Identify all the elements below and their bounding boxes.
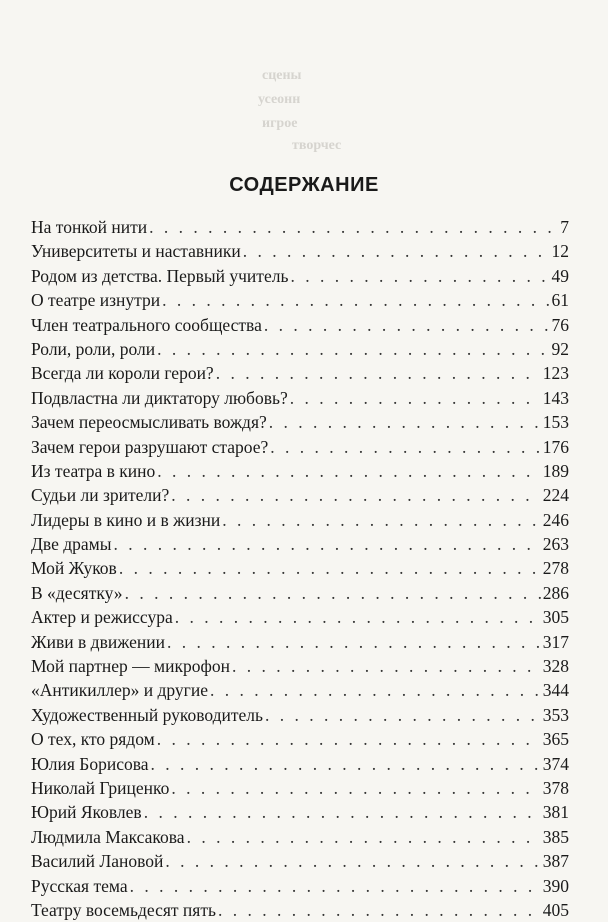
toc-entry-page: 76 (551, 314, 569, 335)
toc-entry (31, 361, 569, 385)
toc-entry-title: О театре изнутри (31, 290, 161, 311)
toc-entry-title: Судьи ли зрители? (31, 485, 170, 506)
toc-entry-title: Русская тема (31, 875, 128, 896)
toc-entry-page: 143 (542, 387, 569, 408)
toc-entry-page: 353 (542, 704, 569, 725)
toc-entry-page: 246 (542, 509, 569, 530)
toc-entry-page: 381 (542, 802, 569, 823)
show-through-text: творчес (292, 138, 342, 153)
toc-entry-page: 385 (542, 826, 569, 847)
dot-leader (157, 459, 541, 483)
dot-leader (165, 849, 540, 873)
dot-leader (144, 800, 541, 824)
dot-leader (167, 630, 541, 654)
dot-leader (232, 654, 541, 678)
toc-entry-page: 176 (542, 436, 569, 457)
toc-entry-page: 317 (542, 631, 569, 652)
toc-entry-page: 378 (542, 777, 569, 798)
toc-entry-title: Николай Гриценко (31, 777, 170, 798)
toc-entry (31, 752, 569, 776)
toc-entry (31, 313, 569, 337)
toc-entry (31, 800, 569, 824)
toc-entry (31, 556, 569, 580)
toc-entry-page: 405 (542, 899, 569, 920)
table-of-contents (31, 215, 569, 922)
toc-entry-page: 49 (551, 265, 569, 286)
dot-leader (222, 508, 540, 532)
toc-entry-page: 387 (542, 851, 569, 872)
toc-entry-title: Две драмы (31, 534, 112, 555)
dot-leader (243, 239, 550, 263)
toc-entry (31, 239, 569, 263)
toc-entry (31, 483, 569, 507)
dot-leader (151, 752, 541, 776)
toc-entry-title: Зачем переосмысливать вождя? (31, 412, 267, 433)
toc-entry-page: 263 (542, 534, 569, 555)
page-title: СОДЕРЖАНИЕ (229, 174, 379, 196)
toc-entry (31, 703, 569, 727)
toc-entry-title: Василий Лановой (31, 851, 164, 872)
toc-entry (31, 386, 569, 410)
toc-entry (31, 410, 569, 434)
toc-entry (31, 849, 569, 873)
dot-leader (157, 337, 549, 361)
toc-entry-page: 7 (560, 217, 569, 237)
toc-entry-title: Юлия Борисова (31, 753, 149, 774)
toc-entry-title: Подвластна ли диктатору любовь? (31, 387, 288, 408)
dot-leader (149, 215, 558, 239)
toc-entry-page: 153 (542, 412, 569, 433)
dot-leader (171, 483, 540, 507)
dot-leader (114, 532, 541, 556)
show-through-text: сцены (262, 68, 302, 83)
toc-entry (31, 776, 569, 800)
toc-entry (31, 581, 569, 605)
dot-leader (162, 288, 549, 312)
dot-leader (265, 703, 541, 727)
toc-entry-page: 374 (542, 753, 569, 774)
dot-leader (210, 678, 541, 702)
dot-leader (270, 435, 540, 459)
toc-entry (31, 288, 569, 312)
toc-entry-title: Из театра в кино (31, 460, 156, 481)
toc-entry-title: Университеты и наставники (31, 241, 241, 262)
toc-entry (31, 825, 569, 849)
toc-entry (31, 337, 569, 361)
toc-entry (31, 727, 569, 751)
toc-entry-title: Мой Жуков (31, 558, 117, 579)
toc-entry-title: О тех, кто рядом (31, 729, 155, 750)
toc-entry-page: 328 (542, 656, 569, 677)
dot-leader (125, 581, 541, 605)
toc-entry-title: Лидеры в кино и в жизни (31, 509, 221, 530)
toc-entry (31, 459, 569, 483)
toc-entry-title: На тонкой нити (31, 217, 148, 237)
toc-entry (31, 264, 569, 288)
toc-entry (31, 605, 569, 629)
toc-entry-page: 224 (542, 485, 569, 506)
toc-entry-title: Театру восемьдесят пять (31, 899, 216, 920)
toc-entry-page: 278 (542, 558, 569, 579)
toc-entry-page: 12 (551, 241, 569, 262)
dot-leader (175, 605, 541, 629)
dot-leader (119, 556, 541, 580)
dot-leader (130, 874, 541, 898)
toc-entry-title: Юрий Яковлев (31, 802, 142, 823)
dot-leader (157, 727, 541, 751)
show-through-text: усеонн (258, 92, 301, 107)
toc-entry (31, 874, 569, 898)
dot-leader (264, 313, 550, 337)
dot-leader (216, 361, 541, 385)
toc-entry-title: «Антикиллер» и другие (31, 680, 208, 701)
toc-entry-page: 61 (551, 290, 569, 311)
toc-entry (31, 678, 569, 702)
toc-entry-page: 365 (542, 729, 569, 750)
toc-entry-title: Всегда ли короли герои? (31, 363, 214, 384)
toc-entry (31, 435, 569, 459)
toc-entry-page: 305 (542, 607, 569, 628)
toc-entry-title: Роли, роли, роли (31, 338, 156, 359)
toc-entry-title: Мой партнер — микрофон (31, 656, 230, 677)
toc-entry (31, 508, 569, 532)
dot-leader (290, 264, 549, 288)
toc-entry-title: Художественный руководитель (31, 704, 264, 725)
toc-entry-title: Живи в движении (31, 631, 165, 652)
toc-entry (31, 654, 569, 678)
dot-leader (187, 825, 541, 849)
toc-entry-title: Актер и режиссура (31, 607, 173, 628)
toc-entry-page: 344 (542, 680, 569, 701)
toc-entry-page: 286 (542, 582, 569, 603)
show-through-text: игрое (262, 116, 298, 131)
dot-leader (290, 386, 541, 410)
dot-leader (269, 410, 541, 434)
toc-entry (31, 898, 569, 922)
toc-entry-title: Зачем герои разрушают старое? (31, 436, 269, 457)
toc-entry (31, 215, 569, 239)
toc-entry-page: 189 (542, 460, 569, 481)
toc-entry-title: Член театрального сообщества (31, 314, 262, 335)
toc-entry-title: Родом из детства. Первый учитель (31, 265, 289, 286)
toc-entry-page: 92 (551, 338, 569, 359)
toc-entry-title: В «десятку» (31, 582, 123, 603)
toc-entry (31, 630, 569, 654)
toc-entry (31, 532, 569, 556)
toc-entry-title: Людмила Максакова (31, 826, 185, 847)
toc-entry-page: 390 (542, 875, 569, 896)
dot-leader (171, 776, 540, 800)
dot-leader (218, 898, 541, 922)
toc-entry-page: 123 (542, 363, 569, 384)
